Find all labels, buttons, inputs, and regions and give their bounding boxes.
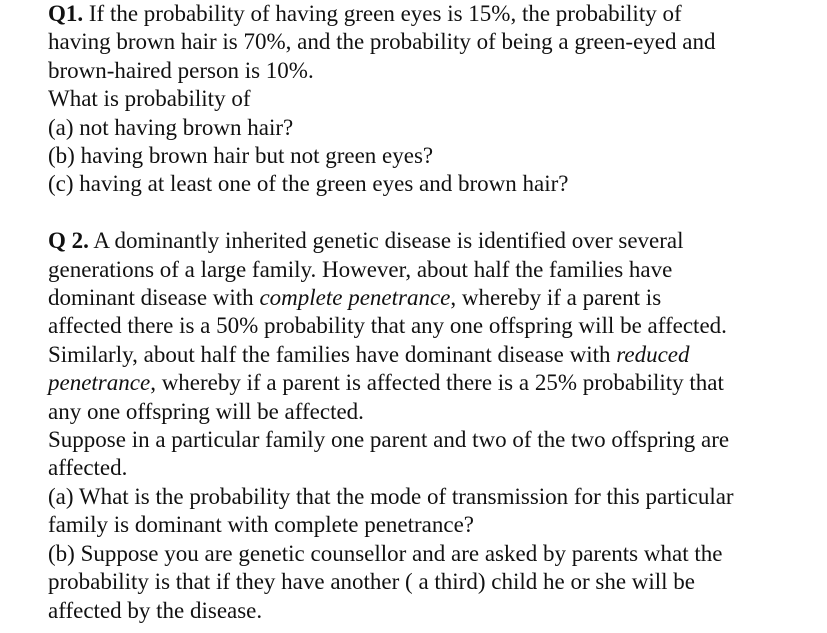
question-2 (48, 227, 818, 625)
q2-line-5-pre: Similarly, about half the families have dominant disease with (48, 341, 617, 367)
q2-line-6-post: , whereby if a parent is affected there is a 25% probability that (150, 370, 724, 396)
q2-scenario-line-2: affected. (48, 455, 128, 481)
q2-scenario-line-1: Suppose in a particular family one parent and two of the two offspring are (48, 427, 730, 453)
q2-line-6 (48, 369, 818, 397)
document-page (48, 0, 818, 625)
q1-part-a: (a) not having brown hair? (48, 114, 294, 140)
q2-line-2: generations of a large family. However, about half the families have (48, 256, 673, 282)
q1-number: Q1. (48, 1, 84, 26)
question-1 (48, 0, 818, 199)
q1-intro-line-3: brown-haired person is 10%. (48, 57, 314, 83)
q2-number: Q 2. (48, 228, 89, 254)
q2-part-a-line-2: family is dominant with complete penetrance? (48, 512, 474, 538)
term-reduced: reduced (616, 341, 690, 367)
q2-part-b-line-2: probability is that if they have another ( a third) child he or she will be (48, 569, 696, 595)
q1-intro-text-1: If the probability of having green eyes is 15%, the probability of (83, 1, 682, 26)
q2-line-3-pre: dominant disease with (48, 285, 260, 311)
q2-line-7: any one offspring will be affected. (48, 398, 364, 424)
q1-part-b: (b) having brown hair but not green eyes? (48, 143, 434, 169)
term-complete-penetrance: complete penetrance (259, 285, 451, 311)
q2-line-3 (48, 284, 818, 312)
q1-intro-line-1 (48, 0, 818, 28)
q2-part-a-line-1: (a) What is the probability that the mode of transmission for this particular (48, 483, 734, 509)
q2-line-1 (48, 227, 818, 255)
q2-line-3-post: , whereby if a parent is (450, 285, 662, 311)
term-penetrance: penetrance (48, 370, 151, 396)
q2-part-b-line-1: (b) Suppose you are genetic counsellor and are asked by parents what the (48, 540, 723, 566)
q2-line-5 (48, 341, 818, 369)
q1-question: What is probability of (48, 86, 251, 112)
q2-part-b-line-3: affected by the disease. (48, 597, 263, 623)
q1-part-c: (c) having at least one of the green eyes and brown hair? (48, 171, 569, 197)
q2-line-4: affected there is a 50% probability that any one offspring will be affected. (48, 313, 727, 339)
q2-intro-text-1: A dominantly inherited genetic disease is identified over several (88, 228, 684, 254)
q1-intro-line-2: having brown hair is 70%, and the probability of being a green-eyed and (48, 29, 716, 55)
